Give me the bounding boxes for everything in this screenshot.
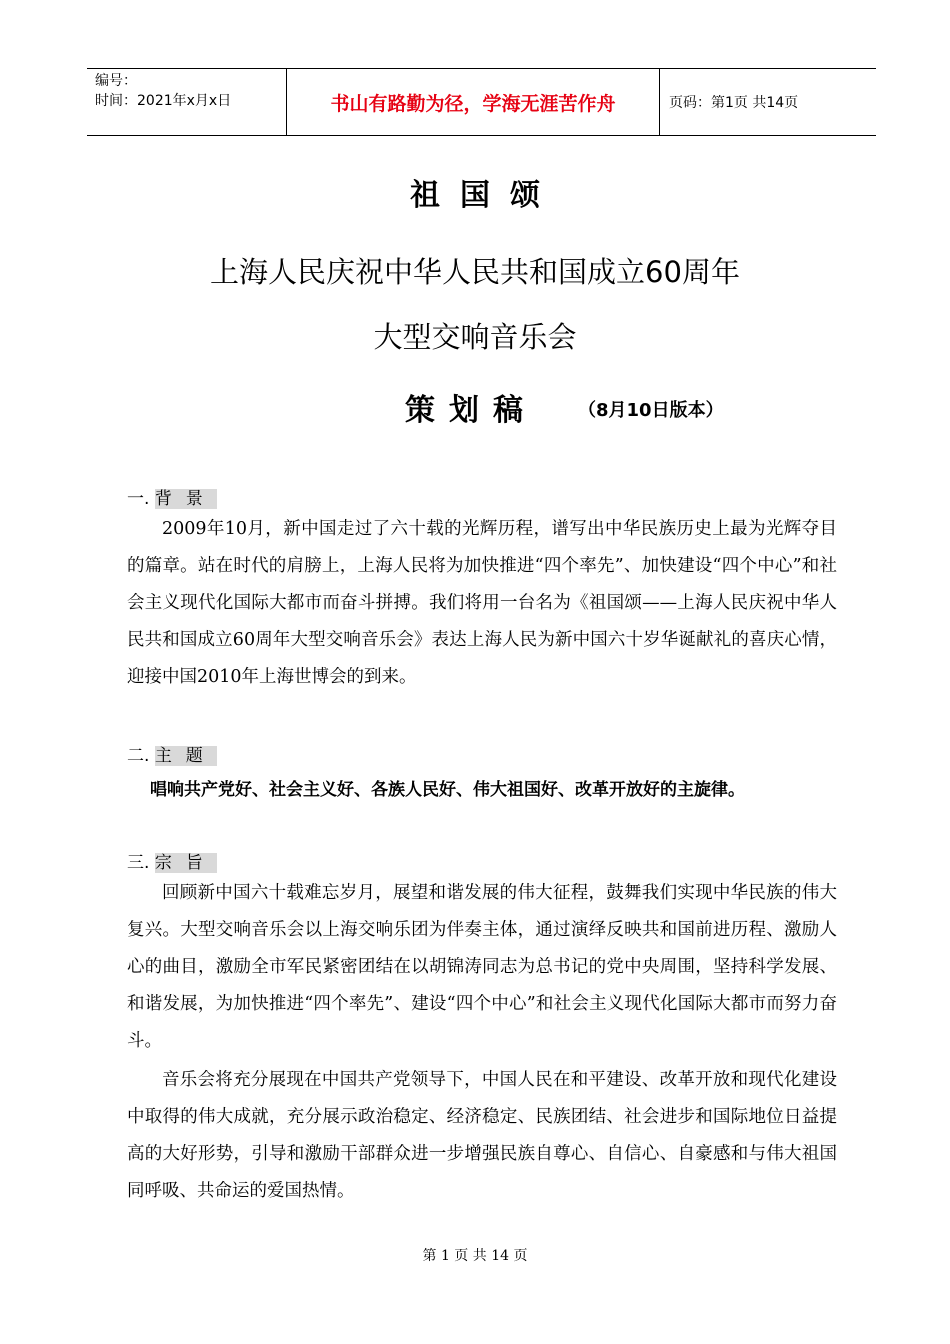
background-paragraph: 2009年10月，新中国走过了六十载的光辉历程，谱写出中华民族历史上最为光辉夺目的篇章。站在时代的肩膀上，上海人民将为加快推进“四个率先”、加快建设“四个中心”和社会主义现代化国际大都市而奋斗拼搏。我们将用一台名为《祖国颂——上海人民庆祝中华人民共和国成立60周年大型交响音乐会》表达上海人民为新中国六十岁华诞献礼的喜庆心情，迎接中国2010年上海世博会的到来。 xyxy=(127,519,837,687)
theme-statement: 唱响共产党好、社会主义好、各族人民好、伟大祖国好、改革开放好的主旋律。 xyxy=(150,780,745,800)
section-label: 宗旨 xyxy=(154,853,217,873)
header-page-info: 页码：第1页 共14页 xyxy=(669,95,799,111)
plan-title: 策划稿 xyxy=(405,393,537,428)
purpose-paragraph-1: 回顾新中国六十载难忘岁月，展望和谐发展的伟大征程，鼓舞我们实现中华民族的伟大复兴。大型交响音乐会以上海交响乐团为伴奏主体，通过演绎反映共和国前进历程、激励人心的曲目，激励全市军民紧密团结在以胡锦涛同志为总书记的党中央周围，坚持科学发展、和谐发展，为加快推进“四个率先”、建设“四个中心”和社会主义现代化国际大都市而努力奋斗。 xyxy=(127,883,837,1051)
section-label: 背景 xyxy=(154,489,217,509)
subtitle-line-1: 上海人民庆祝中华人民共和国成立60周年 xyxy=(210,255,740,289)
section-heading-background xyxy=(127,484,217,509)
section-heading-theme xyxy=(127,741,217,766)
section-number: 二. xyxy=(127,746,150,766)
document-header xyxy=(87,68,876,136)
section-label: 主题 xyxy=(154,746,217,766)
serial-number-label: 编号： xyxy=(95,73,137,89)
main-title: 祖国颂 xyxy=(410,178,560,213)
section-number: 三. xyxy=(127,853,150,873)
subtitle-line-2: 大型交响音乐会 xyxy=(373,320,577,354)
date-label: 时间：2021年x月x日 xyxy=(95,93,232,109)
header-motto: 书山有路勤为径，学海无涯苦作舟 xyxy=(287,69,660,135)
purpose-paragraph-2: 音乐会将充分展现在中国共产党领导下，中国人民在和平建设、改革开放和现代化建设中取得的伟大成就，充分展示政治稳定、经济稳定、民族团结、社会进步和国际地位日益提高的大好形势，引导和激励干部群众进一步增强民族自尊心、自信心、自豪感和与伟大祖国同呼吸、共命运的爱国热情。 xyxy=(127,1070,837,1201)
page-footer: 第 1 页 共 14 页 xyxy=(422,1248,528,1264)
version-label: （8月10日版本） xyxy=(578,400,724,421)
header-meta-cell xyxy=(87,69,287,135)
section-number: 一. xyxy=(127,489,150,509)
section-heading-purpose xyxy=(127,848,217,873)
